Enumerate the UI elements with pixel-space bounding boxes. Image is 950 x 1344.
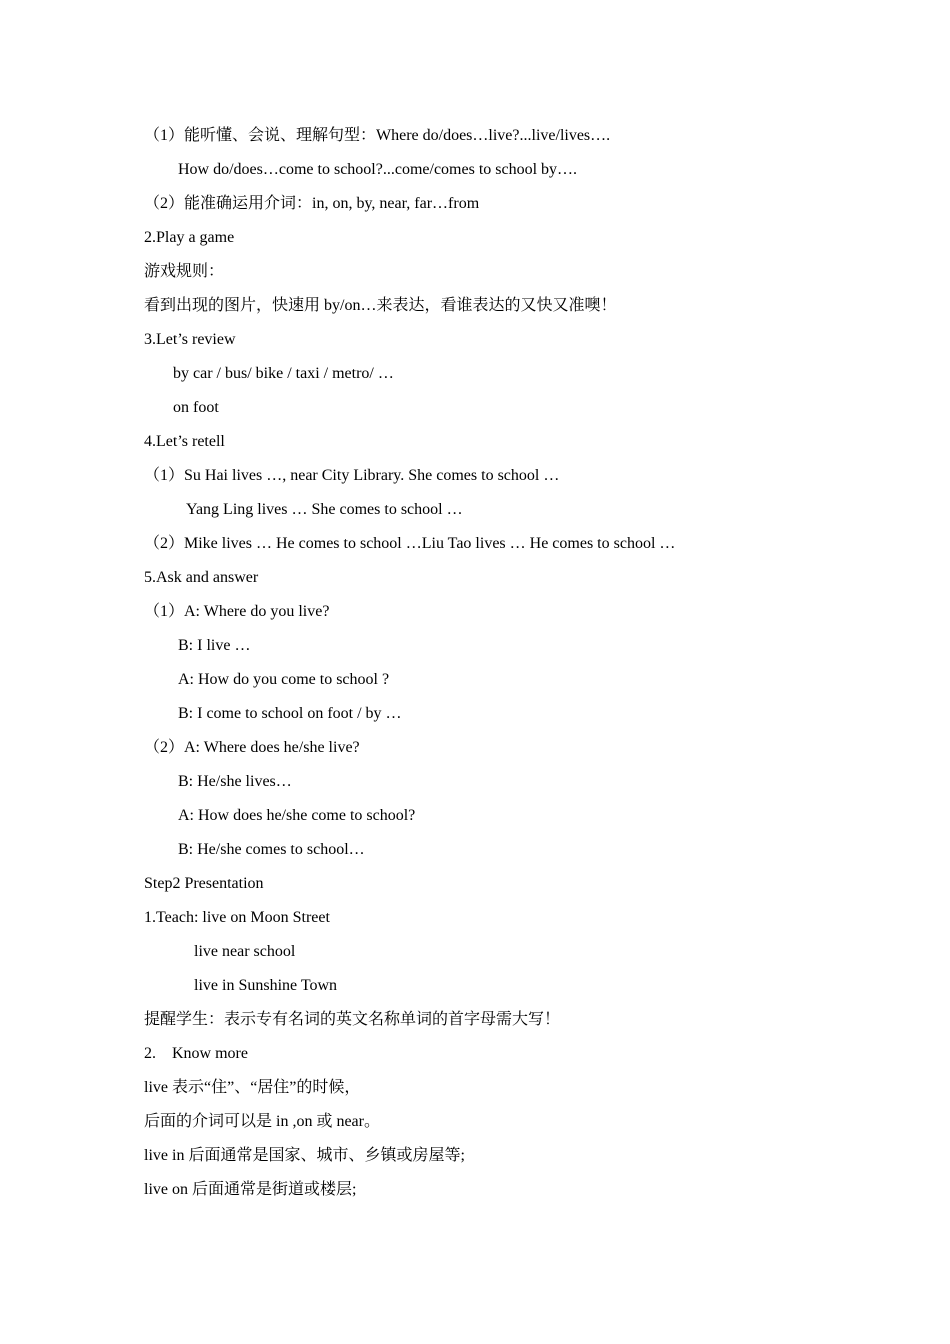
retell-item-1-continuation: Yang Ling lives … She comes to school … (186, 501, 463, 518)
know-more-line-2: 后面的介词可以是 in ,on 或 near。 (144, 1113, 380, 1130)
know-more-line-1: live 表示“住”、“居住”的时候， (144, 1079, 361, 1096)
teach-line-1: 1.Teach: live on Moon Street (144, 909, 330, 926)
dialogue-1-answer-1: B: I live … (178, 637, 251, 654)
section-heading-retell: 4.Let’s retell (144, 433, 225, 450)
know-more-line-3: live in 后面通常是国家、城市、乡镇或房屋等; (144, 1147, 465, 1164)
capitalization-reminder: 提醒学生：表示专有名词的英文名称单词的首字母需大写！ (144, 1011, 561, 1028)
section-heading-play-a-game: 2.Play a game (144, 229, 235, 246)
know-more-heading: 2. Know more (144, 1045, 248, 1062)
review-on-foot: on foot (173, 399, 219, 416)
dialogue-1-question-1: （1）A: Where do you live? (144, 603, 330, 620)
game-rules-text: 看到出现的图片，快速用 by/on…来表达，看谁表达的又快又准噢！ (144, 297, 617, 314)
step-2-heading: Step2 Presentation (144, 875, 264, 892)
teach-line-2: live near school (194, 943, 296, 960)
objective-1-continuation: How do/does…come to school?...come/comes to school by…. (178, 161, 578, 178)
dialogue-1-answer-2: B: I come to school on foot / by … (178, 705, 402, 722)
section-heading-review: 3.Let’s review (144, 331, 236, 348)
retell-item-1: （1）Su Hai lives …, near City Library. She comes to school … (144, 467, 560, 484)
teach-line-3: live in Sunshine Town (194, 977, 338, 994)
objective-1-line: （1）能听懂、会说、理解句型：Where do/does…live?...live/lives…. (144, 127, 611, 144)
retell-item-2: （2）Mike lives … He comes to school …Liu Tao lives … He comes to school … (144, 535, 676, 552)
dialogue-2-question-2: A: How does he/she come to school? (178, 807, 416, 824)
review-transport-list: by car / bus/ bike / taxi / metro/ … (173, 365, 394, 382)
dialogue-2-answer-2: B: He/she comes to school… (178, 841, 365, 858)
dialogue-2-answer-1: B: He/she lives… (178, 773, 292, 790)
dialogue-1-question-2: A: How do you come to school ? (178, 671, 390, 688)
dialogue-2-question-1: （2）A: Where does he/she live? (144, 739, 360, 756)
section-heading-ask-and-answer: 5.Ask and answer (144, 569, 259, 586)
know-more-line-4: live on 后面通常是街道或楼层; (144, 1181, 357, 1198)
objective-2-line: （2）能准确运用介词：in, on, by, near, far…from (144, 195, 480, 212)
game-rules-label: 游戏规则： (144, 263, 225, 280)
